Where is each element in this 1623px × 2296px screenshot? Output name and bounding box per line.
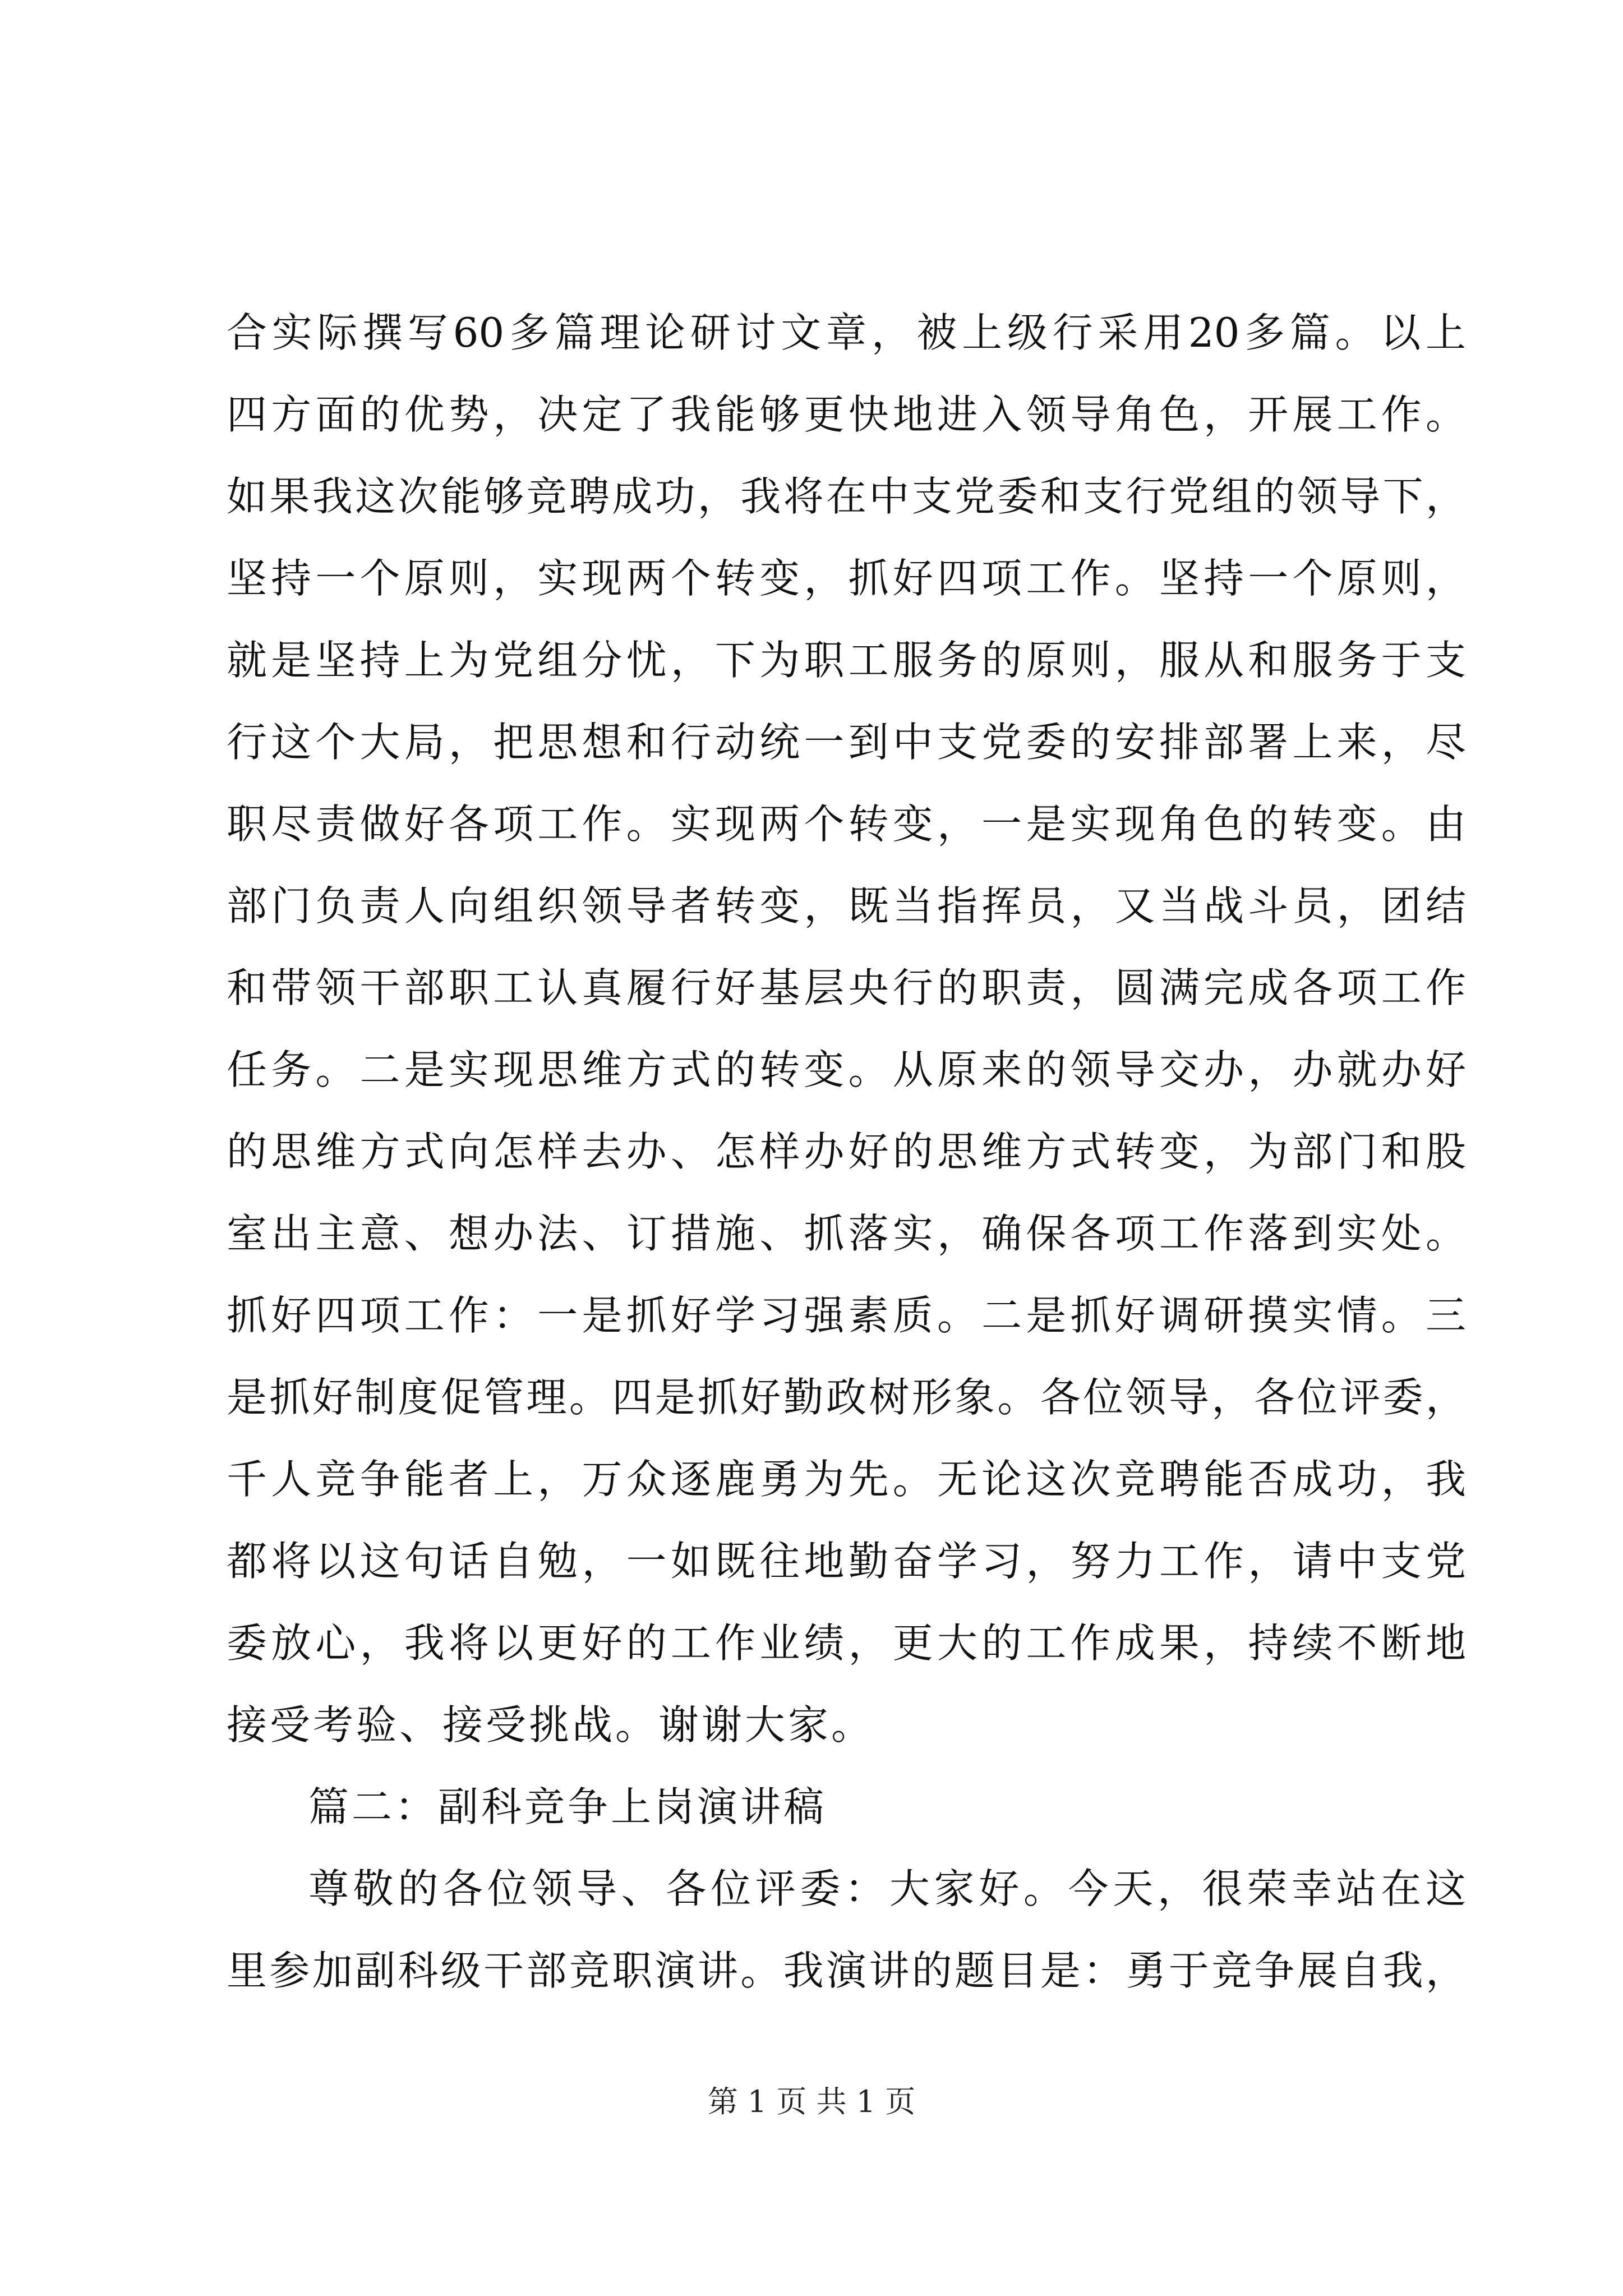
- text-line: 合实际撰写60多篇理论研讨文章，被上级行采用20多篇。以上: [227, 309, 1466, 356]
- text-line: 就是坚持上为党组分忧，下为职工服务的原则，服从和服务于支: [227, 637, 1466, 684]
- section-heading: 篇二：副科竞争上岗演讲稿: [308, 1783, 827, 1830]
- text-line: 行这个大局，把思想和行动统一到中支党委的安排部署上来，尽: [227, 719, 1466, 766]
- text-line: 都将以这句话自勉，一如既往地勤奋学习，努力工作，请中支党: [227, 1538, 1466, 1585]
- page-footer: 第 1 页 共 1 页: [707, 2084, 916, 2119]
- text-line: 如果我这次能够竞聘成功，我将在中支党委和支行党组的领导下，: [227, 473, 1466, 520]
- text-line: 四方面的优势，决定了我能够更快地进入领导角色，开展工作。: [227, 391, 1466, 438]
- paragraph-first-line: 尊敬的各位领导、各位评委：大家好。今天，很荣幸站在这: [308, 1865, 1466, 1912]
- text-line: 抓好四项工作：一是抓好学习强素质。二是抓好调研摸实情。三: [227, 1292, 1466, 1339]
- text-line: 千人竞争能者上，万众逐鹿勇为先。无论这次竞聘能否成功，我: [227, 1456, 1466, 1503]
- text-line: 室出主意、想办法、订措施、抓落实，确保各项工作落到实处。: [227, 1210, 1466, 1257]
- text-line: 职尽责做好各项工作。实现两个转变，一是实现角色的转变。由: [227, 800, 1466, 848]
- text-line: 里参加副科级干部竞职演讲。我演讲的题目是：勇于竞争展自我，: [227, 1947, 1466, 1994]
- document-body: [227, 292, 1466, 2012]
- text-line: 接受考验、接受挑战。谢谢大家。: [227, 1701, 875, 1749]
- text-line: 坚持一个原则，实现两个转变，抓好四项工作。坚持一个原则，: [227, 555, 1466, 602]
- text-line: 和带领干部职工认真履行好基层央行的职责，圆满完成各项工作: [227, 964, 1466, 1011]
- text-line: 委放心，我将以更好的工作业绩，更大的工作成果，持续不断地: [227, 1619, 1466, 1667]
- text-line: 的思维方式向怎样去办、怎样办好的思维方式转变，为部门和股: [227, 1128, 1466, 1175]
- text-line: 是抓好制度促管理。四是抓好勤政树形象。各位领导，各位评委，: [227, 1374, 1466, 1421]
- text-line: 任务。二是实现思维方式的转变。从原来的领导交办，办就办好: [227, 1046, 1466, 1093]
- text-line: 部门负责人向组织领导者转变，既当指挥员，又当战斗员，团结: [227, 882, 1466, 930]
